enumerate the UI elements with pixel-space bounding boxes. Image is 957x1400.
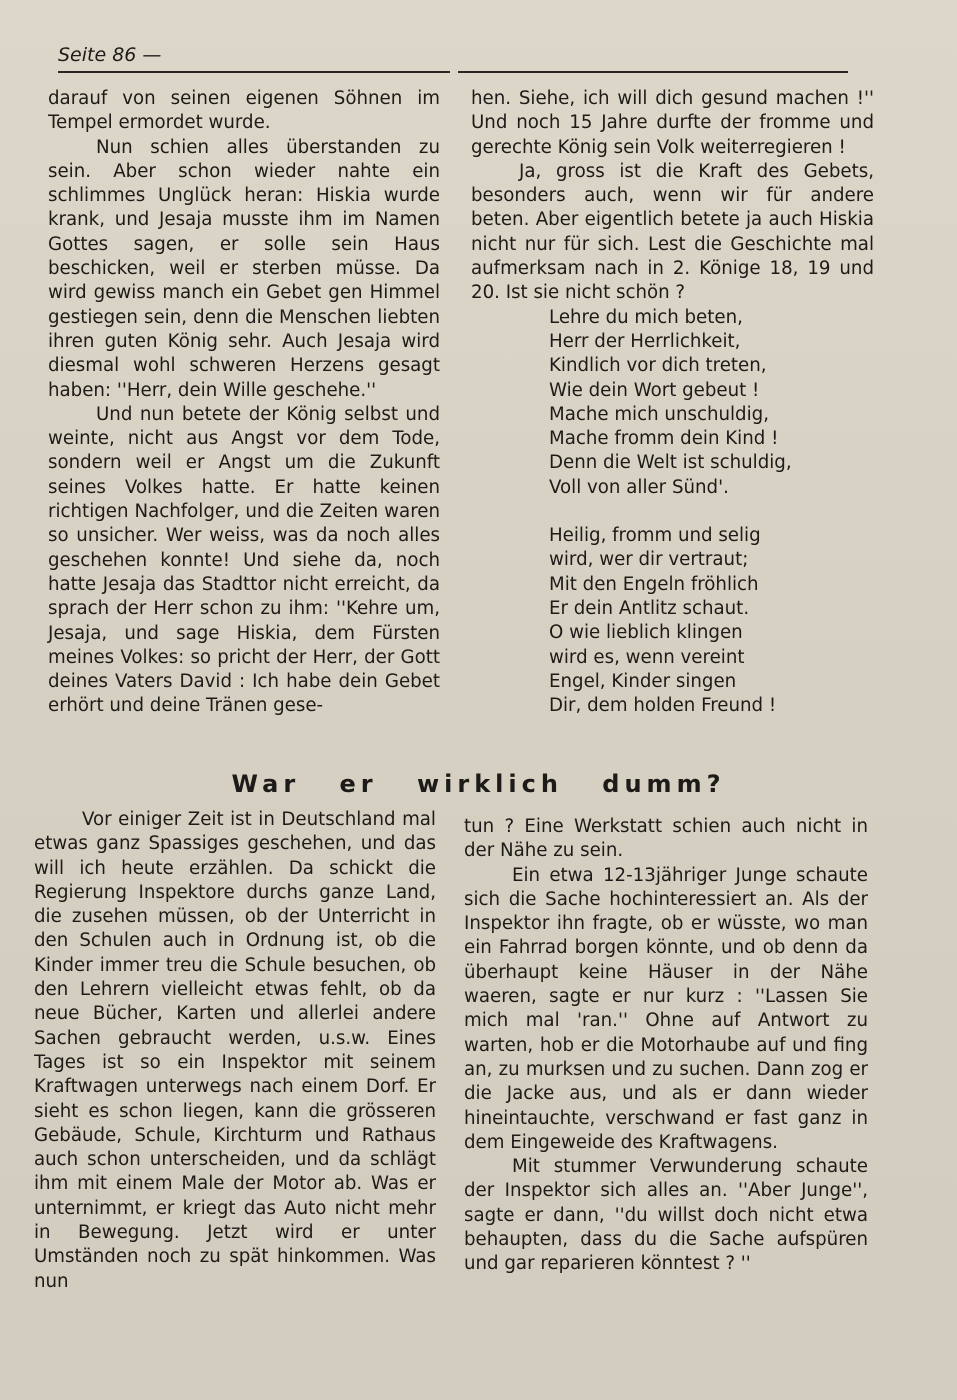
column-1 <box>48 87 440 719</box>
column-4 <box>464 815 868 1277</box>
poem-line: Denn die Welt ist schuldig, <box>549 452 792 474</box>
poem-line: Mache fromm dein Kind ! <box>549 428 779 450</box>
poem <box>471 306 874 719</box>
poem-line: Kindlich vor dich treten, <box>549 355 767 377</box>
poem-line: wird es, wenn vereint <box>549 646 745 668</box>
poem-line: Dir, dem holden Freund ! <box>549 695 777 717</box>
page-header <box>58 44 848 74</box>
poem-line: wird, wer dir vertraut; <box>549 549 749 571</box>
page-number: Seite 86 — <box>58 44 162 66</box>
poem-line: O wie lieblich klingen <box>549 622 743 644</box>
header-rule-right <box>458 71 848 73</box>
paragraph: hen. Siehe, ich will dich gesund machen !'' Und noch 15 Jahre durfte der fromme und gerechte König sein Volk weiterregieren ! <box>471 88 874 158</box>
poem-line: Lehre du mich beten, <box>549 306 743 328</box>
poem-line: Herr der Herrlichkeit, <box>549 330 741 352</box>
poem-line: Er dein Antlitz schaut. <box>549 597 750 619</box>
poem-line: Heilig, fromm und selig <box>549 525 761 547</box>
poem-line: Voll von aller Sünd'. <box>549 476 729 498</box>
article-title: War er wirklich dumm? <box>231 770 726 798</box>
paragraph: Ja, gross ist die Kraft des Gebets, besonders auch, wenn wir für andere beten. Aber eigentlich betete ja auch Hiskia nicht nur für sich. Lest die Geschichte mal aufmerksam nach in 2. Könige 18, 19 und 20. Ist sie nicht schön ? <box>471 160 874 304</box>
poem-line: Mit den Engeln fröhlich <box>549 573 759 595</box>
paragraph: Ein etwa 12-13jähriger Junge schaute sich die Sache hochinteressiert an. Als der Inspektor ihn fragte, ob er wüsste, wo man ein Fahrrad borgen könnte, und ob denn da überhaupt keine Häuser in der Nähe waeren, sagte er nur kurz : ''Lassen Sie mich mal 'ran.'' Ohne auf Antwort zu warten, hob er die Motorhaube auf und fing an, zu murksen und zu suchen. Dann zog er die Jacke aus, und als er dann wieder hineintauchte, verschwand er fast ganz in dem Eingeweide des Kraftwagens. <box>464 864 868 1153</box>
header-rule-left <box>58 71 450 73</box>
poem-line: Mache mich unschuldig, <box>549 403 769 425</box>
poem-line: Wie dein Wort gebeut ! <box>549 379 760 401</box>
paragraph: Nun schien alles überstanden zu sein. Aber schon wieder nahte ein schlimmes Unglück heran: Hiskia wurde krank, und Jesaja musste ihm im Namen Gottes sagen, er solle sein Haus beschicken, weil er sterben müsse. Da wird gewiss manch ein Gebet gen Himmel gestiegen sein, denn die Menschen liebten ihren guten König sehr. Auch Jesaja wird diesmal wohl schweren Herzens gesagt haben: ''Herr, dein Wille geschehe.'' <box>48 136 440 401</box>
poem-line: Engel, Kinder singen <box>549 670 737 692</box>
paragraph: Mit stummer Verwunderung schaute der Inspektor sich alles an. ''Aber Junge'', sagte er dann, ''du willst doch nicht etwa behaupten, dass du die Sache aufspüren und gar reparieren könntest ? '' <box>464 1156 868 1275</box>
column-3 <box>34 808 436 1294</box>
paragraph: darauf von seinen eigenen Söhnen im Tempel ermordet wurde. <box>48 88 440 134</box>
column-2 <box>471 87 874 718</box>
paragraph: Vor einiger Zeit ist in Deutschland mal etwas ganz Spassiges geschehen, und das will ich heute erzählen. Da schickt die Regierung Inspektore durchs ganze Land, die zusehen müssen, ob der Unterricht in den Schulen auch in Ordnung ist, ob die Kinder immer treu die Schule besuchen, ob den Lehrern vielleicht etwas fehlt, ob da neue Bücher, Karten und allerlei andere Sachen gebraucht werden, u.s.w. Eines Tages ist so ein Inspektor mit seinem Kraftwagen unterwegs nach einem Dorf. Er sieht es schon liegen, kann die grösseren Gebäude, Schule, Kirchturm und Rathaus auch schon unterscheiden, und da schlägt ihm mit einem Male der Motor ab. Was er unternimmt, er kriegt das Auto nicht mehr in Bewegung. Jetzt wird er unter Umständen noch zu spät hinkommen. Was nun <box>34 809 436 1292</box>
paragraph: Und nun betete der König selbst und weinte, nicht aus Angst vor dem Tode, sondern weil er Angst um die Zukunft seines Volkes hatte. Er hatte keinen richtigen Nachfolger, und die Zeiten waren so unsicher. Wer weiss, was da noch alles geschehen konnte! Und siehe da, noch hatte Jesaja das Stadttor nicht erreicht, da sprach der Herr schon zu ihm: ''Kehre um, Jesaja, und sage Hiskia, dem Fürsten meines Volkes: so pricht der Herr, der Gott deines Vaters David : Ich habe dein Gebet erhört und deine Tränen gese- <box>48 403 440 717</box>
paragraph: tun ? Eine Werkstatt schien auch nicht in der Nähe zu sein. <box>464 816 868 862</box>
